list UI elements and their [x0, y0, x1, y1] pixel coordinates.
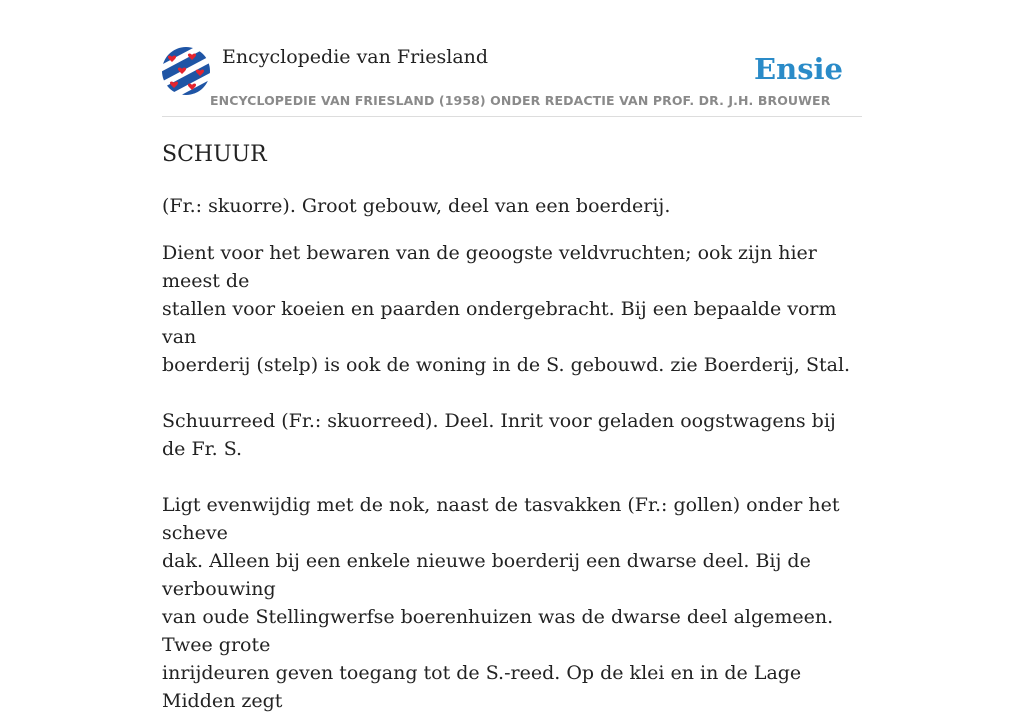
body-line	[162, 379, 862, 407]
body-line: Ligt evenwijdig met de nok, naast de tasvakken (Fr.: gollen) onder het scheve	[162, 494, 846, 544]
article	[162, 140, 862, 715]
body-line: van oude Stellingwerfse boerenhuizen was de dwarse deel algemeen. Twee grote	[162, 606, 840, 656]
encyclopedia-subtitle: ENCYCLOPEDIE VAN FRIESLAND (1958) ONDER REDACTIE VAN PROF. DR. J.H. BROUWER	[210, 93, 831, 108]
body-line: boerderij (stelp) is ook de woning in de S. gebouwd. zie Boerderij, Stal.	[162, 354, 851, 376]
article-intro: (Fr.: skuorre). Groot gebouw, deel van een boerderij.	[162, 195, 671, 217]
article-headword: SCHUUR	[162, 142, 267, 167]
frisian-flag-icon[interactable]	[162, 47, 210, 95]
body-line: inrijdeuren geven toegang tot de S.-reed. Op de klei en in de Lage Midden zegt	[162, 662, 808, 712]
article-body	[162, 239, 862, 715]
body-line: dak. Alleen bij een enkele nieuwe boerderij een dwarse deel. Bij de verbouwing	[162, 550, 817, 600]
body-line: Schuurreed (Fr.: skuorreed). Deel. Inrit voor geladen oogstwagens bij de Fr. S.	[162, 410, 842, 460]
body-line: Dient voor het bewaren van de geoogste veldvruchten; ook zijn hier meest de	[162, 242, 823, 292]
body-line: stallen voor koeien en paarden ondergebracht. Bij een bepaalde vorm van	[162, 298, 843, 348]
body-line	[162, 463, 862, 491]
site-title[interactable]: Encyclopedie van Friesland	[222, 46, 489, 68]
ensie-logo[interactable]: Ensie	[754, 52, 843, 86]
site-header	[162, 40, 862, 117]
